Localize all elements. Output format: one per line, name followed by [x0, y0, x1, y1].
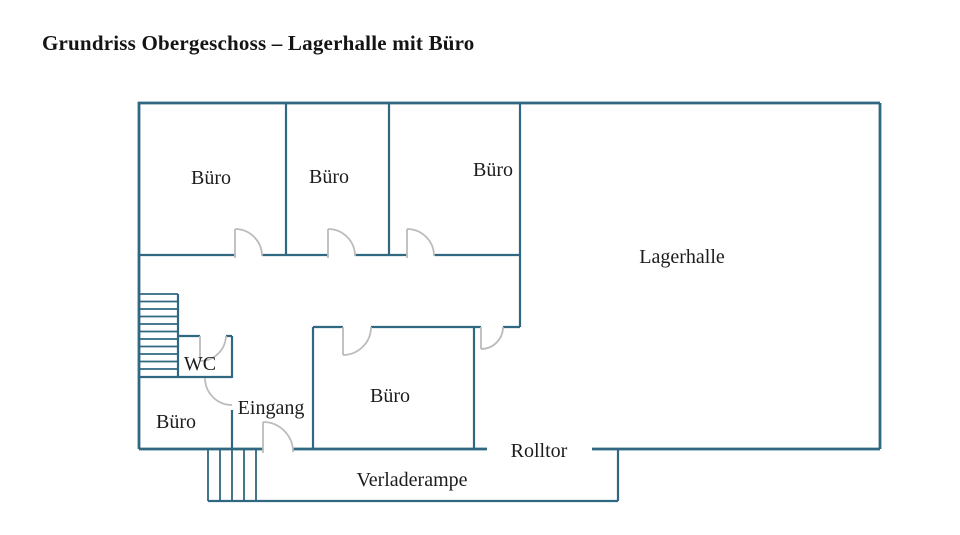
- door-arc-office-middle: [328, 229, 355, 258]
- room-label-buero-bottom-left: Büro: [156, 411, 196, 433]
- doors-group: [200, 229, 503, 453]
- lagerhalle-wall: [503, 103, 520, 327]
- room-label-verladerampe: Verladerampe: [356, 469, 468, 491]
- room-label-wc: WC: [183, 353, 217, 375]
- room-label-buero-top-left: Büro: [191, 167, 231, 189]
- stair-treads: [139, 294, 178, 369]
- ramp-steps-hatch: [208, 449, 256, 501]
- room-label-lagerhalle: Lagerhalle: [639, 246, 725, 268]
- door-arc-eingang-side: [205, 378, 232, 405]
- door-arc-lagerhalle: [481, 327, 503, 349]
- room-label-buero-top-right: Büro: [473, 159, 513, 181]
- room-label-rolltor: Rolltor: [510, 440, 568, 462]
- door-arc-office-left: [235, 229, 262, 258]
- door-arc-office-right: [407, 229, 434, 258]
- door-arc-entrance: [263, 422, 293, 453]
- page-title: Grundriss Obergeschoss – Lagerhalle mit Büro: [42, 31, 475, 55]
- staircase: [139, 294, 178, 377]
- room-labels: [156, 159, 725, 491]
- room-label-buero-center: Büro: [370, 385, 410, 407]
- room-label-buero-top-middle: Büro: [309, 166, 349, 188]
- room-label-eingang: Eingang: [237, 397, 305, 419]
- door-arc-central-office: [343, 327, 371, 355]
